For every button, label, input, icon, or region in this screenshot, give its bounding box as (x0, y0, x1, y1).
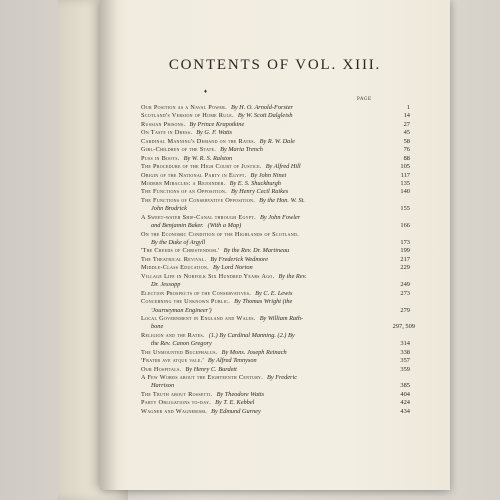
entry-title: The Truth about Rossetti. (141, 390, 213, 398)
entry-title: Middle-Class Education. (141, 264, 210, 272)
entry-title: bone (151, 323, 164, 331)
contents-entry (141, 298, 406, 306)
contents-entry (141, 374, 406, 382)
entry-page-number: 217 (400, 255, 410, 263)
contents-entry (141, 332, 406, 340)
entry-page-number: 404 (400, 390, 410, 398)
entry-title: Election Prospects of the Conservatives. (141, 289, 252, 297)
entry-page-number: 385 (400, 382, 410, 390)
entry-page-number: 76 (403, 146, 410, 154)
entry-title: Our Position as a Naval Power. (141, 104, 227, 111)
entry-author: By W. R. S. Ralston (183, 154, 233, 162)
page-title: CONTENTS OF VOL. XIII. (168, 57, 382, 73)
contents-entry (141, 120, 410, 129)
entry-author: By John Ninet (250, 171, 287, 179)
contents-list (141, 104, 415, 416)
entry-page-number: 229 (400, 264, 410, 272)
entry-title: the Rev. Canon Gregory (151, 340, 212, 348)
entry-title: Origin of the National Party in Egypt. (141, 171, 247, 179)
entry-title: A Sweet-water Ship-Canal through Egypt. (141, 213, 257, 221)
entry-title: By the Duke of Argyll (151, 239, 206, 246)
entry-author: By the Rev. (278, 272, 307, 280)
entry-title: Girl-Children of the State. (141, 146, 217, 154)
contents-entry (141, 197, 406, 205)
contents-entry (141, 188, 410, 196)
contents-entry (141, 163, 410, 171)
entry-title: The Unmounted Bucephalus. (141, 348, 218, 356)
entry-title: The Functions of Conservative Opposition. (141, 196, 256, 204)
contents-entry (141, 382, 410, 390)
entry-title: Local Government in England and Wales. (141, 314, 256, 322)
entry-title: 'The Creeds of Christendom.' (141, 247, 220, 255)
entry-author: By H. O. Arnold-Forster (230, 104, 293, 111)
entry-title: Concerning the Unknown Public. (141, 298, 231, 306)
entry-title: On the Economic Condition of the Highlands of Scotland. (141, 230, 299, 238)
contents-entry (141, 289, 410, 298)
entry-page-number: 424 (400, 399, 410, 407)
entry-title: The Theatrical Revival. (141, 255, 207, 263)
entry-title: and Benjamin Baker. (151, 222, 204, 230)
contents-entry (141, 171, 410, 180)
entry-title: Puss in Boots. (141, 154, 180, 162)
entry-author: (1.) By Cardinal Manning. (2.) By (208, 331, 295, 339)
entry-author: By Prince Krapotkine (189, 120, 245, 128)
contents-entry (141, 357, 410, 365)
entry-author: By Frederic (267, 374, 298, 381)
entry-page-number: 135 (400, 179, 410, 187)
entry-title: Scotland's Version of Home Rule. (141, 112, 234, 120)
entry-author: By C. E. Lewis (255, 289, 293, 297)
entry-author: By William Rath- (259, 314, 304, 322)
entry-author: By John Fowler (260, 213, 301, 221)
entry-page-number: 166 (400, 222, 410, 230)
entry-title: A Few Words about the Eighteenth Century. (141, 374, 263, 381)
entry-page-number: 105 (400, 163, 410, 171)
entry-author: By Mons. Joseph Reinach (221, 348, 287, 356)
entry-page-number: 117 (400, 171, 410, 179)
entry-author: By Frederick Wedmore (210, 255, 269, 263)
entry-title: Our Hospitals. (141, 365, 182, 373)
entry-author: By Alfred Tennyson (207, 357, 257, 365)
entry-author: By the Rev. Dr. Martineau (223, 247, 290, 255)
contents-entry (141, 323, 415, 331)
contents-entry (141, 239, 410, 247)
entry-author: By Maria Trench (220, 146, 263, 154)
entry-page-number: 359 (400, 365, 410, 373)
entry-author: By Theodore Watts (216, 390, 265, 398)
entry-page-number: 14 (403, 112, 410, 120)
contents-entry (141, 281, 410, 289)
contents-entry (141, 264, 410, 272)
entry-author: By Thomas Wright (the (234, 298, 293, 306)
entry-author: By Henry Cecil Raikes (230, 188, 289, 196)
entry-title: Wagner and Wagnerism. (141, 407, 208, 415)
entry-title: Russian Prisons. (141, 120, 186, 128)
contents-entry (141, 273, 406, 281)
contents-entry (141, 247, 410, 255)
contents-entry (141, 340, 410, 348)
entry-author: By E. S. Shuckburgh (229, 179, 281, 187)
contents-entry (141, 222, 410, 230)
entry-page-number: 434 (400, 407, 410, 415)
entry-title: Village Life in Norfolk Six Hundred Years Ago. (141, 272, 275, 280)
entry-page-number: 27 (403, 120, 410, 128)
contents-entry (141, 255, 410, 264)
entry-page-number: 45 (403, 129, 410, 137)
contents-entry (141, 112, 410, 120)
entry-page-number: 155 (400, 205, 410, 213)
entry-page-number: 88 (403, 154, 410, 162)
entry-title: Party Obligations to-day. (141, 399, 212, 407)
entry-author: By the Hon. W. St. (259, 196, 305, 204)
entry-author: By G. F. Watts (196, 129, 233, 137)
contents-entry (141, 179, 410, 188)
entry-page-number: 297, 509 (392, 323, 415, 331)
entry-author: By Henry C. Burdett (185, 365, 237, 373)
contents-entry (141, 129, 410, 137)
contents-entry (141, 348, 410, 357)
entry-title: Modern Miracles: a Rejoinder. (141, 179, 226, 187)
entry-page-number: 357 (400, 357, 410, 365)
contents-entry (141, 306, 410, 315)
entry-title: 'Frater ave atque vale.' (141, 357, 204, 365)
entry-page-number: 199 (400, 247, 410, 255)
entry-title: Harrison (151, 382, 175, 390)
entry-author: (With a Map) (207, 222, 242, 230)
contents-entry (141, 365, 410, 374)
entry-page-number: 173 (400, 239, 410, 246)
contents-entry (141, 315, 406, 323)
entry-page-number: 273 (400, 289, 410, 297)
page-column-header: PAGE (357, 97, 372, 102)
entry-page-number: 279 (400, 306, 410, 314)
entry-author: By T. E. Kebbel (215, 399, 255, 407)
contents-entry (141, 154, 410, 163)
entry-page-number: 338 (400, 348, 410, 356)
entry-page-number: 249 (400, 281, 410, 289)
entry-author: By Lord Norton (213, 264, 253, 272)
entry-author: By W. Scott Dalgleish (237, 112, 293, 120)
entry-title: The Procedure of the High Court of Justice. (141, 163, 262, 171)
entry-title: Dr. Jessopp (151, 281, 181, 289)
entry-author: By Alfred Hill (265, 163, 301, 171)
entry-title: On Taste in Dress. (141, 129, 193, 137)
contents-entry (141, 231, 406, 239)
entry-page-number: 314 (400, 340, 410, 348)
entry-title: 'Journeyman Engineer') (151, 306, 212, 314)
entry-author: By R. W. Dale (259, 137, 295, 145)
contents-entry (141, 104, 410, 112)
contents-entry (141, 146, 410, 154)
entry-page-number: 58 (403, 137, 410, 145)
contents-entry (141, 205, 410, 213)
contents-entry (141, 399, 410, 407)
contents-entry (141, 390, 410, 399)
entry-author: By Edmund Gurney (211, 407, 261, 415)
entry-page-number: 1 (406, 104, 410, 111)
entry-title: John Brodrick (151, 205, 187, 213)
contents-entry (141, 407, 410, 416)
entry-title: Cardinal Manning's Demand on the Rates. (141, 137, 256, 145)
entry-title: The Functions of an Opposition. (141, 188, 227, 196)
contents-entry (141, 214, 406, 222)
contents-entry (141, 137, 410, 146)
title-ornament: ♦ (204, 89, 208, 95)
entry-page-number: 140 (400, 188, 410, 196)
entry-title: Religion and the Rates. (141, 331, 205, 339)
